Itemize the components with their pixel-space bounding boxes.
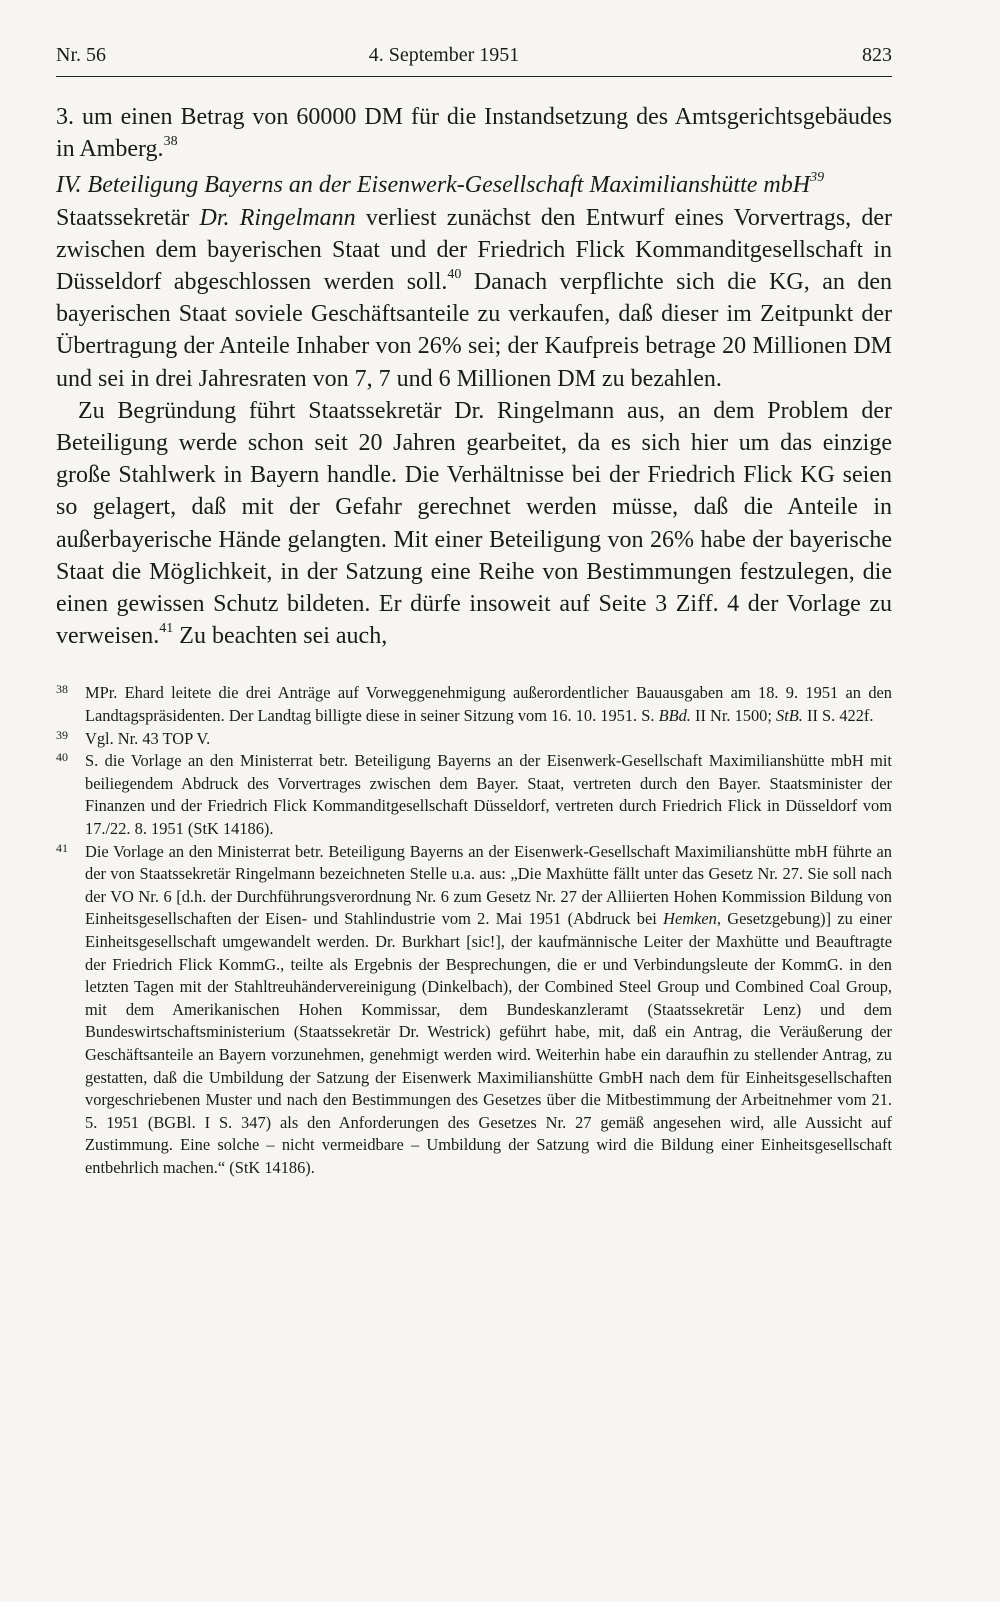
footnote-ref-39[interactable]: 39 [810,170,825,186]
footnote-ref-40[interactable]: 40 [447,267,462,283]
footnote-41 [56,841,892,1180]
document-page [56,44,892,1180]
footnote-39 [56,728,892,751]
footnote-number: 41 [56,840,68,855]
footnotes [56,682,892,1179]
footnote-text: Die Vorlage an den Ministerrat betr. Beteiligung Bayerns an der Eisenwerk-Gesellschaft Maximilianshütte mbH führte an der von Staatssekretär Ringelmann bezeichneten Stelle u.a. aus: „Die Maxhütte fällt unter das Gesetz Nr. 27. Sie soll nach der VO Nr. 6 [d.h. der Durchführungsverordnung Nr. 6 zum Gesetz Nr. 27 der Alliierten Hohen Kommission Bildung von Einheitsgesellschaften der Eisen- und Stahlindustrie vom 2. Mai 1951 (Abdruck bei Hemken, Gesetzgebung)] zu einer Einheitsgesellschaft umgewandelt werden. Dr. Burkhart [sic!], der kaufmännische Leiter der Maxhütte und Beauftragte der Friedrich Flick KommG., teilte als Ergebnis der Besprechungen, die er und Verbindungsleute der KommG. in den letzten Tagen mit der Stahltreuhändervereinigung (Dinkelbach), der Combined Steel Group und Combined Coal Group, mit dem Amerikanischen Hohen Kommissar, dem Bundeskanzleramt (Staatssekretär Lenz) und dem Bundeswirtschaftsministerium (Staatssekretär Dr. Westrick) geführt habe, mit, daß ein Antrag, die Veräußerung der Geschäftsanteile an Bayern vorzunehmen, genehmigt werden wird. Weiterhin habe ein daraufhin zu stellender Antrag, zu gestatten, daß die Umbildung der Satzung der Eisenwerk Maximilianshütte GmbH nach dem für Einheitsgesellschaften vorgeschriebenen Muster und nach den Bestimmungen des Gesetzes über die Mitbestimmung der Arbeitnehmer vom 21. 5. 1951 (BGBl. I S. 347) als den Anforderungen des Gesetzes Nr. 27 gemäß angesehen wird, alle Aussicht auf Zustimmung. Eine solche – nicht vermeidbare – Umbildung der Satzung wird die Bildung einer Einheitsgesellschaft entbehrlich machen.“ (StK 14186). [85,841,892,1177]
issue-number: Nr. 56 [56,44,106,66]
footnote-38 [56,682,892,727]
speaker-name: Dr. Ringelmann [199,204,356,231]
session-date: 4. September 1951 [368,44,520,66]
paragraph-draft-contract: Staatssekretär Dr. Ringelmann verliest zunächst den Entwurf eines Vorvertrags, der zwischen dem bayerischen Staat und der Friedrich Flick Kommanditgesellschaft in Düsseldorf abgeschlossen werden soll.$^{40}$ Danach verpflichte sich die KG, an den bayerischen Staat soviele Geschäftsanteile zu verkaufen, daß dieser im Zeitpunkt der Übertragung der Anteile Inhaber von 26% sei; der Kaufpreis betrage 20 Millionen DM und sei in drei Jahresraten von 7, 7 und 6 Millionen DM zu bezahlen. [56,204,893,392]
footnote-number: 39 [56,727,68,742]
page-number: 823 [862,44,892,66]
footnote-ref-38[interactable]: 38 [163,134,178,150]
footnote-ref-41[interactable]: 41 [159,621,174,637]
main-text [56,101,892,652]
footnote-text: Vgl. Nr. 43 TOP V. [85,728,211,748]
footnote-text: MPr. Ehard leitete die drei Anträge auf Vorweggenehmigung außerordentlicher Bauausgaben am 18. 9. 1951 an den Landtagspräsidenten. Der Landtag billigte diese in seiner Sitzung vom 16. 10. 1951. S. BBd. II Nr. 1500; StB. II S. 422f. [85,683,892,726]
paragraph-justification: Zu Begründung führt Staatssekretär Dr. Ringelmann aus, an dem Problem der Beteiligung werde schon seit 20 Jahren gearbeitet, da es sich hier um das einzige große Stahlwerk in Bayern handle. Die Verhältnisse bei der Friedrich Flick KG seien so gelagert, daß mit der Gefahr gerechnet werden müsse, daß die Anteile in außerbayerische Hände gelangten. Mit einer Beteiligung von 26% habe der bayerische Staat die Möglichkeit, in der Satzung eine Reihe von Bestimmungen festzulegen, die einen gewissen Schutz bildeten. Er dürfe insoweit auf Seite 3 Ziff. 4 der Vorlage zu verweisen.$^{41}$ Zu beachten sei auch, [56,397,892,650]
footnote-number: 38 [56,682,68,697]
footnote-number: 40 [56,750,68,765]
section-heading: IV. Beteiligung Bayerns an der Eisenwerk-Gesellschaft Maximilianshütte mbH$^{39}$ [56,170,825,199]
footnote-40 [56,750,892,840]
paragraph-item-3: 3. um einen Betrag von 60000 DM für die Instandsetzung des Amtsgerichtsgebäudes in Amberg.$^{38}$ [56,104,892,163]
running-header [56,44,892,77]
footnote-text: S. die Vorlage an den Ministerrat betr. Beteiligung Bayerns an der Eisenwerk-Gesellschaft Maximilianshütte mbH mit beiliegendem Abdruck des Vorvertrages zwischen dem Bayer. Staat, vertreten durch den Bayer. Staatsminister der Finanzen und der Friedrich Flick Kommanditgesellschaft Düsseldorf, vertreten durch Friedrich Flick in Düsseldorf vom 17./22. 8. 1951 (StK 14186). [85,751,892,839]
